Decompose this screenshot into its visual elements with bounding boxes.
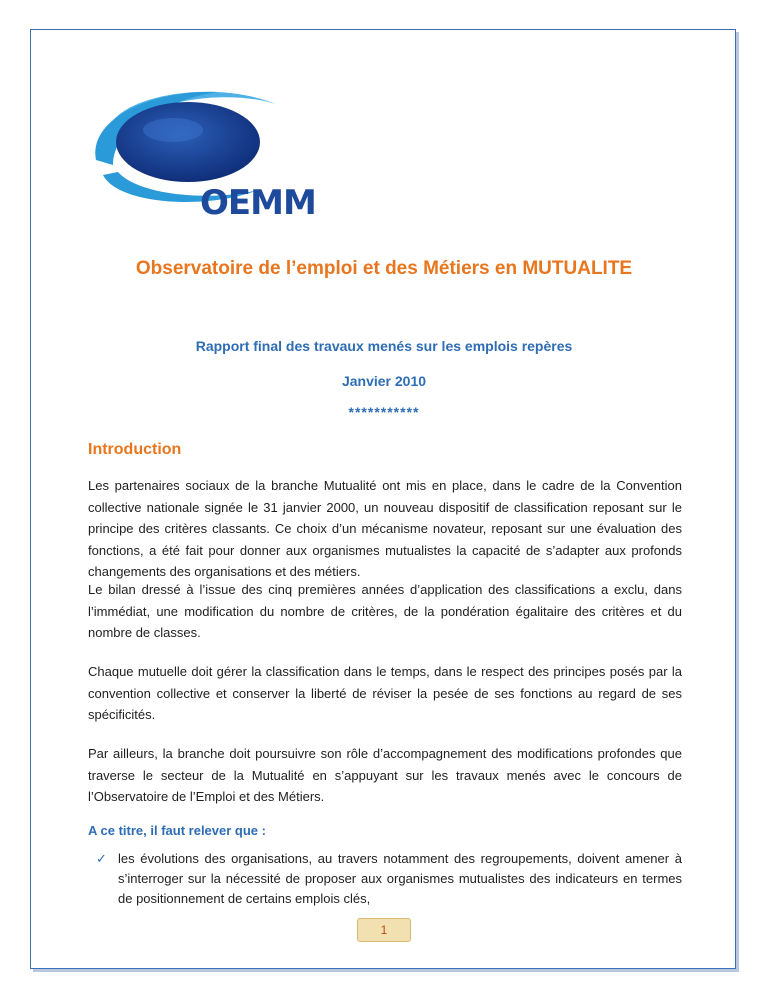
list-item-text: les évolutions des organisations, au travers notamment des regroupements, doivent amener à s’interroger sur la nécessité de proposer aux organismes mutualistes des indicateurs en termes de positionnement de certains emplois clés, xyxy=(118,851,682,906)
section-subheading: A ce titre, il faut relever que : xyxy=(88,823,266,838)
document-title: Observatoire de l’emploi et des Métiers en MUTUALITE xyxy=(135,258,633,279)
paragraph: Par ailleurs, la branche doit poursuivre son rôle d’accompagnement des modifications profondes que traverse le secteur de la Mutualité en s’appuyant sur les travaux menés avec le concours de l’Observatoire de l’Emploi et des Métiers. xyxy=(88,746,682,804)
paragraph: Les partenaires sociaux de la branche Mutualité ont mis en place, dans le cadre de la Convention collective nationale signée le 31 janvier 2000, un nouveau dispositif de classification reposant sur le principe des critères classants. Ce choix d’un mécanisme novateur, reposant sur une évaluation des fonctions, a été fait pour donner aux organismes mutualistes la capacité de s’adapter aux profonds changements des organisations et des métiers. xyxy=(88,478,682,579)
paragraph: Chaque mutuelle doit gérer la classification dans le temps, dans le respect des principes posés par la convention collective et conserver la liberté de réviser la pesée de ses fonctions au regard de ses spécificités. xyxy=(88,664,682,722)
page-number: 1 xyxy=(357,918,411,942)
logo-text: OEMM xyxy=(200,183,316,220)
oemm-logo xyxy=(88,80,338,220)
report-date: Janvier 2010 xyxy=(341,373,427,389)
separator: *********** xyxy=(348,404,420,420)
list-item xyxy=(96,849,682,909)
report-subtitle: Rapport final des travaux menés sur les emplois repères xyxy=(195,338,573,354)
paragraph: Le bilan dressé à l’issue des cinq premières années d’application des classifications a exclu, dans l’immédiat, une modification du nombre de critères, de la pondération égalitaire des critères et du nombre de classes. xyxy=(88,582,682,640)
intro-heading: Introduction xyxy=(88,441,182,458)
checkmark-icon: ✓ xyxy=(96,851,107,866)
